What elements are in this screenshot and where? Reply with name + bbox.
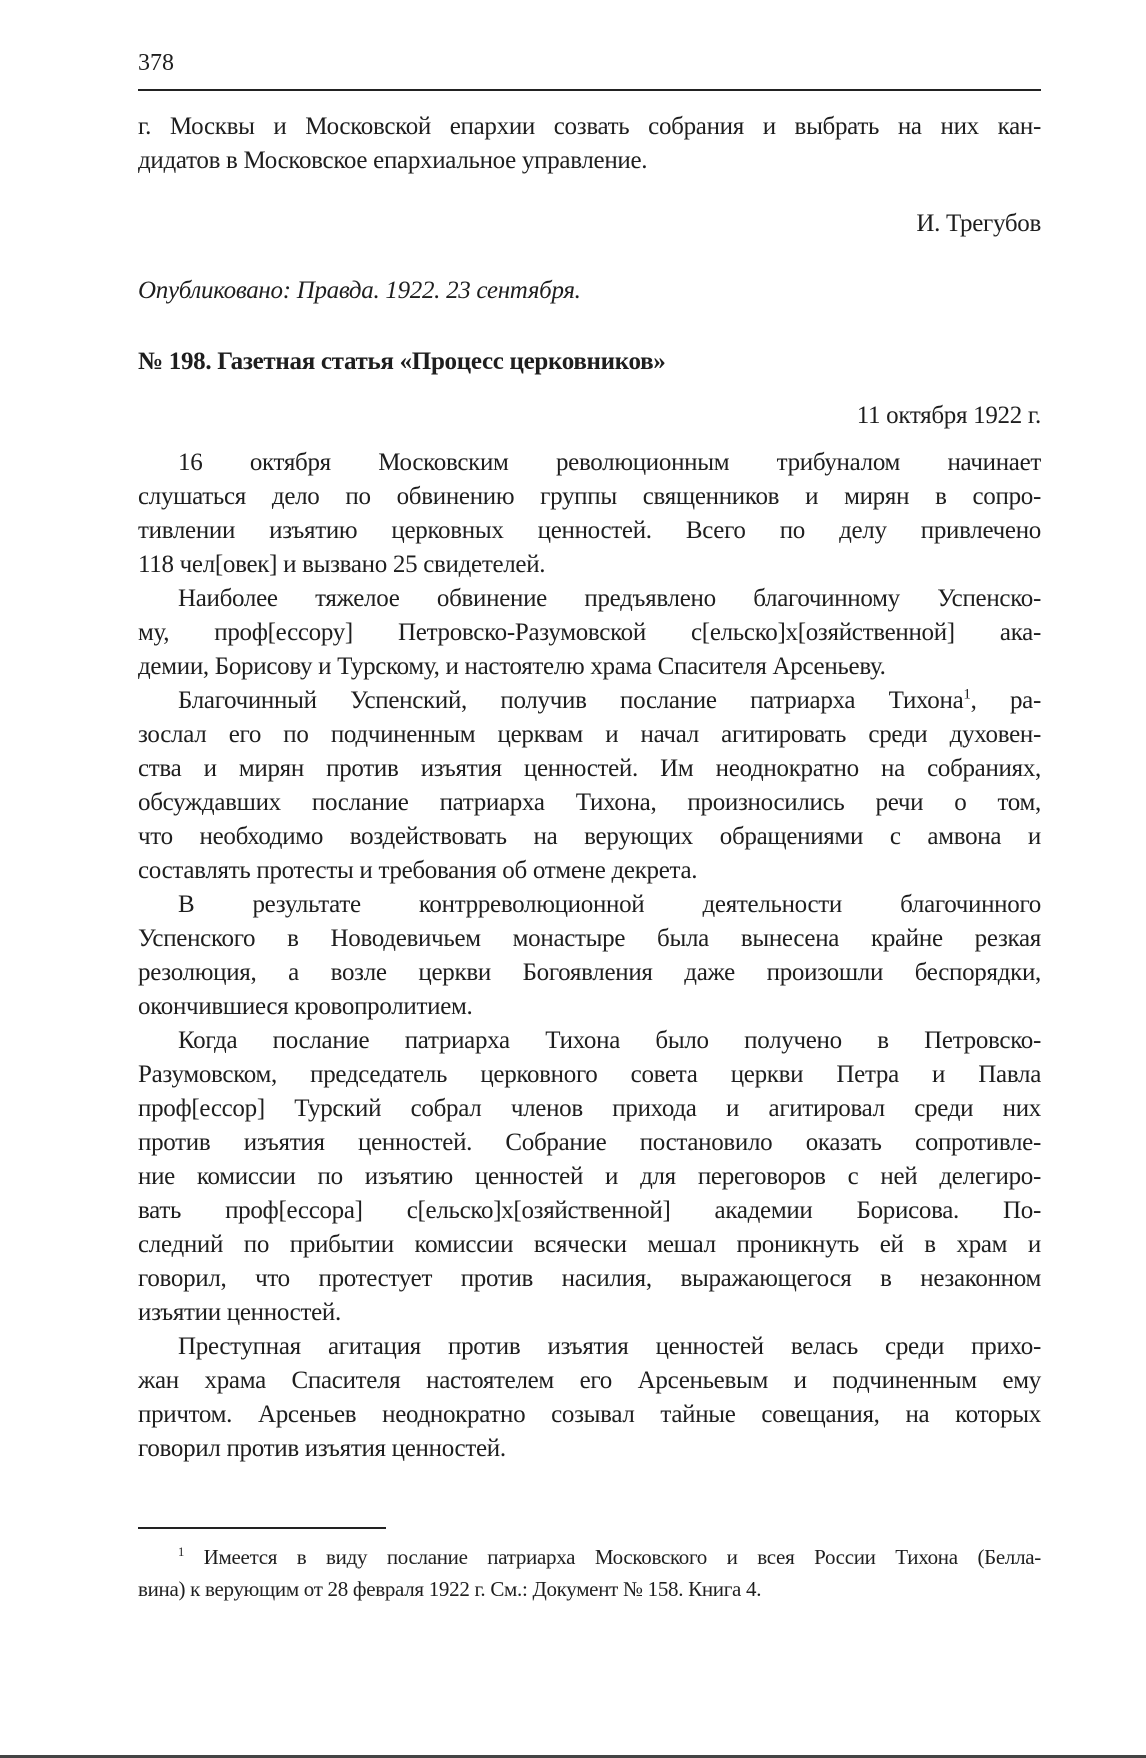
intro-text	[138, 110, 1041, 178]
text-line: В результате контрреволюционной деятельности благочинного	[178, 891, 1041, 918]
text-line: Наиболее тяжелое обвинение предъявлено благочинному Успенско-	[178, 585, 1041, 612]
text-line: изъятии ценностей.	[138, 1299, 341, 1326]
header-rule	[138, 89, 1041, 91]
text-line: причтом. Арсеньев неоднократно созывал тайные совещания, на которых	[138, 1401, 1041, 1428]
footnote-rule	[138, 1527, 386, 1529]
text-line: обсуждавших послание патриарха Тихона, произносились речи о том,	[138, 789, 1041, 816]
text-span: Благочинный Успенский, получив послание патриарха Тихона	[178, 687, 964, 714]
text-line: окончившиеся кровопролитием.	[138, 993, 473, 1020]
text-line: Когда послание патриарха Тихона было получено в Петровско-	[178, 1027, 1041, 1054]
text-line: составлять протесты и требования об отмене декрета.	[138, 857, 698, 884]
footnote-line	[138, 1541, 1041, 1573]
text-line: ние комиссии по изъятию ценностей и для переговоров с ней делегиро-	[138, 1163, 1041, 1190]
text-line: ства и мирян против изъятия ценностей. Им неоднократно на собраниях,	[138, 755, 1041, 782]
document-heading: № 198. Газетная статья «Процесс церковников»	[138, 348, 666, 375]
text-line: вать проф[ессора] с[ельско]х[озяйственной] академии Борисова. По-	[138, 1197, 1041, 1224]
text-line: 118 чел[овек] и вызвано 25 свидетелей.	[138, 551, 546, 578]
article-body	[138, 446, 1041, 1466]
text-line: против изъятия ценностей. Собрание постановило оказать сопротивле-	[138, 1129, 1041, 1156]
text-line: му, проф[ессору] Петровско-Разумовской с[ельско]х[озяйственной] ака-	[138, 619, 1041, 646]
text-line: следний по прибытии комиссии всячески мешал проникнуть ей в храм и	[138, 1231, 1041, 1258]
text-line: 16 октября Московским революционным трибуналом начинает	[178, 449, 1041, 476]
text-line: г. Москвы и Московской епархии созвать собрания и выбрать на них кан-	[138, 113, 1041, 140]
footnote-ref[interactable]: 1	[963, 686, 971, 703]
text-line: проф[ессор] Турский собрал членов прихода и агитировал среди них	[138, 1095, 1041, 1122]
page-number: 378	[138, 50, 174, 76]
text-line: жан храма Спасителя настоятелем его Арсеньевым и подчиненным ему	[138, 1367, 1041, 1394]
publication-note: Опубликовано: Правда. 1922. 23 сентября.	[138, 277, 581, 304]
text-line	[138, 684, 1041, 718]
text-line: дидатов в Московское епархиальное управление.	[138, 147, 648, 174]
text-line: Разумовском, председатель церковного совета церкви Петра и Павла	[138, 1061, 1041, 1088]
text-span: , ра-	[970, 687, 1041, 714]
text-line: демии, Борисову и Турскому, и настоятелю храма Спасителя Арсеньеву.	[138, 653, 886, 680]
footnote-marker: 1	[178, 1545, 184, 1559]
text-line: тивлении изъятию церковных ценностей. Всего по делу привлечено	[138, 517, 1041, 544]
footnote	[138, 1541, 1041, 1605]
text-line: говорил, что протестует против насилия, выражающегося в незаконном	[138, 1265, 1041, 1292]
text-line: Преступная агитация против изъятия ценностей велась среди прихо-	[178, 1333, 1041, 1360]
document-date: 11 октября 1922 г.	[856, 402, 1041, 429]
footnote-line: вина) к верующим от 28 февраля 1922 г. См.: Документ № 158. Книга 4.	[138, 1577, 762, 1601]
text-line: Успенского в Новодевичьем монастыре была вынесена крайне резкая	[138, 925, 1041, 952]
text-line: резолюция, а возле церкви Богоявления даже произошли беспорядки,	[138, 959, 1041, 986]
text-line: слушаться дело по обвинению группы священников и мирян в сопро-	[138, 483, 1041, 510]
text-line: зослал его по подчиненным церквам и начал агитировать среди духовен-	[138, 721, 1041, 748]
signature: И. Трегубов	[916, 210, 1041, 237]
footnote-text: Имеется в виду послание патриарха Московского и всея России Тихона (Белла-	[203, 1545, 1041, 1569]
text-line: что необходимо воздействовать на верующих обращениями с амвона и	[138, 823, 1041, 850]
text-line: говорил против изъятия ценностей.	[138, 1435, 506, 1462]
